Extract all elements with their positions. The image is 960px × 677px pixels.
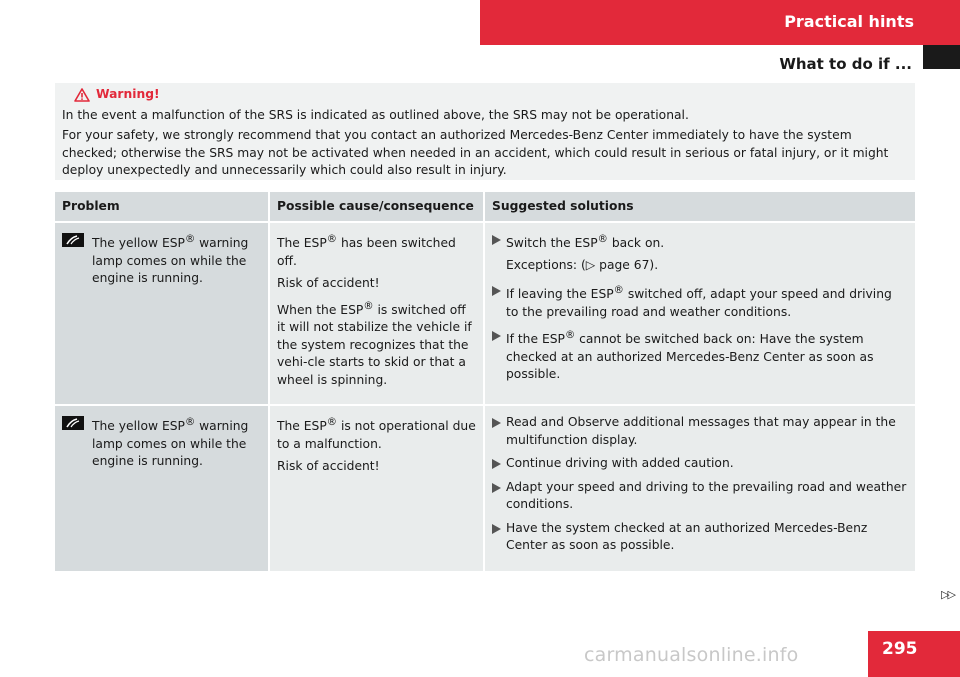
solutions-cell bbox=[484, 222, 915, 405]
cause-line: Risk of accident! bbox=[277, 459, 380, 474]
header-bar bbox=[480, 0, 960, 45]
solution-item: Read and Observe additional messages that may appear in the multifunction display. bbox=[492, 414, 908, 449]
cause-line: The ESP® has been switched off. bbox=[277, 233, 456, 268]
page-number: 295 bbox=[882, 639, 918, 659]
solution-item: Switch the ESP® back on. bbox=[492, 231, 908, 253]
solution-note: Exceptions: (▷ page 67). bbox=[506, 257, 659, 272]
cause-line: When the ESP® is switched off it will not stabilize the vehicle if the system recognizes that the vehi-cle starts to skid or that a wheel is spinning. bbox=[277, 299, 472, 387]
solution-item: Have the system checked at an authorized Mercedes-Benz Center as soon as possible. bbox=[492, 520, 908, 555]
chapter-tab bbox=[923, 45, 960, 69]
warning-paragraph-2: For your safety, we strongly recommend that you contact an authorized Mercedes-Benz Center immediately to have the system checked; otherwise the SRS may not be activated when needed in an accident, which could result in serious or fatal injury, or it might deploy unexpectedly and unnecessarily which could also result in injury. bbox=[62, 128, 889, 177]
esp-warning-lamp-icon bbox=[62, 233, 84, 247]
warning-paragraph-1: In the event a malfunction of the SRS is indicated as outlined above, the SRS may not be operational. bbox=[62, 107, 689, 122]
cause-line: The ESP® is not operational due to a malfunction. bbox=[277, 416, 476, 451]
warning-heading bbox=[74, 86, 908, 104]
bullet-arrow-icon bbox=[492, 524, 501, 534]
problem-cell bbox=[55, 222, 269, 405]
bullet-arrow-icon bbox=[492, 286, 501, 296]
table-row bbox=[55, 222, 915, 405]
table-header-row bbox=[55, 192, 915, 222]
bullet-arrow-icon bbox=[492, 483, 501, 493]
column-header-solutions: Suggested solutions bbox=[484, 192, 915, 222]
warning-triangle-icon bbox=[74, 88, 90, 102]
watermark: carmanualsonline.info bbox=[584, 644, 799, 666]
warning-box bbox=[55, 83, 915, 180]
problem-text: The yellow ESP® warning lamp comes on while the engine is running. bbox=[92, 233, 249, 286]
subsection-title: What to do if ... bbox=[779, 55, 912, 73]
troubleshooting-table bbox=[55, 192, 915, 573]
solutions-cell bbox=[484, 405, 915, 572]
problem-text: The yellow ESP® warning lamp comes on while the engine is running. bbox=[92, 416, 249, 469]
esp-warning-lamp-icon bbox=[62, 416, 84, 430]
problem-cell bbox=[55, 405, 269, 572]
column-header-cause: Possible cause/consequence bbox=[269, 192, 484, 222]
solution-item: If leaving the ESP® switched off, adapt your speed and driving to the prevailing road and weather conditions. bbox=[492, 282, 908, 321]
cause-line: Risk of accident! bbox=[277, 276, 380, 291]
solution-item: Continue driving with added caution. bbox=[492, 455, 908, 473]
bullet-arrow-icon bbox=[492, 331, 501, 341]
section-title: Practical hints bbox=[784, 12, 914, 31]
table-row bbox=[55, 405, 915, 572]
cause-cell bbox=[269, 222, 484, 405]
solution-item: If the ESP® cannot be switched back on: Have the system checked at an authorized Mercedes-Benz Center as soon as possible. bbox=[492, 327, 908, 384]
page-number-box bbox=[868, 631, 960, 677]
bullet-arrow-icon bbox=[492, 235, 501, 245]
solution-item: Adapt your speed and driving to the prevailing road and weather conditions. bbox=[492, 479, 908, 514]
warning-title: Warning! bbox=[96, 87, 160, 101]
continued-marker: ▷▷ bbox=[941, 588, 954, 601]
bullet-arrow-icon bbox=[492, 418, 501, 428]
cause-cell bbox=[269, 405, 484, 572]
bullet-arrow-icon bbox=[492, 459, 501, 469]
column-header-problem: Problem bbox=[55, 192, 269, 222]
